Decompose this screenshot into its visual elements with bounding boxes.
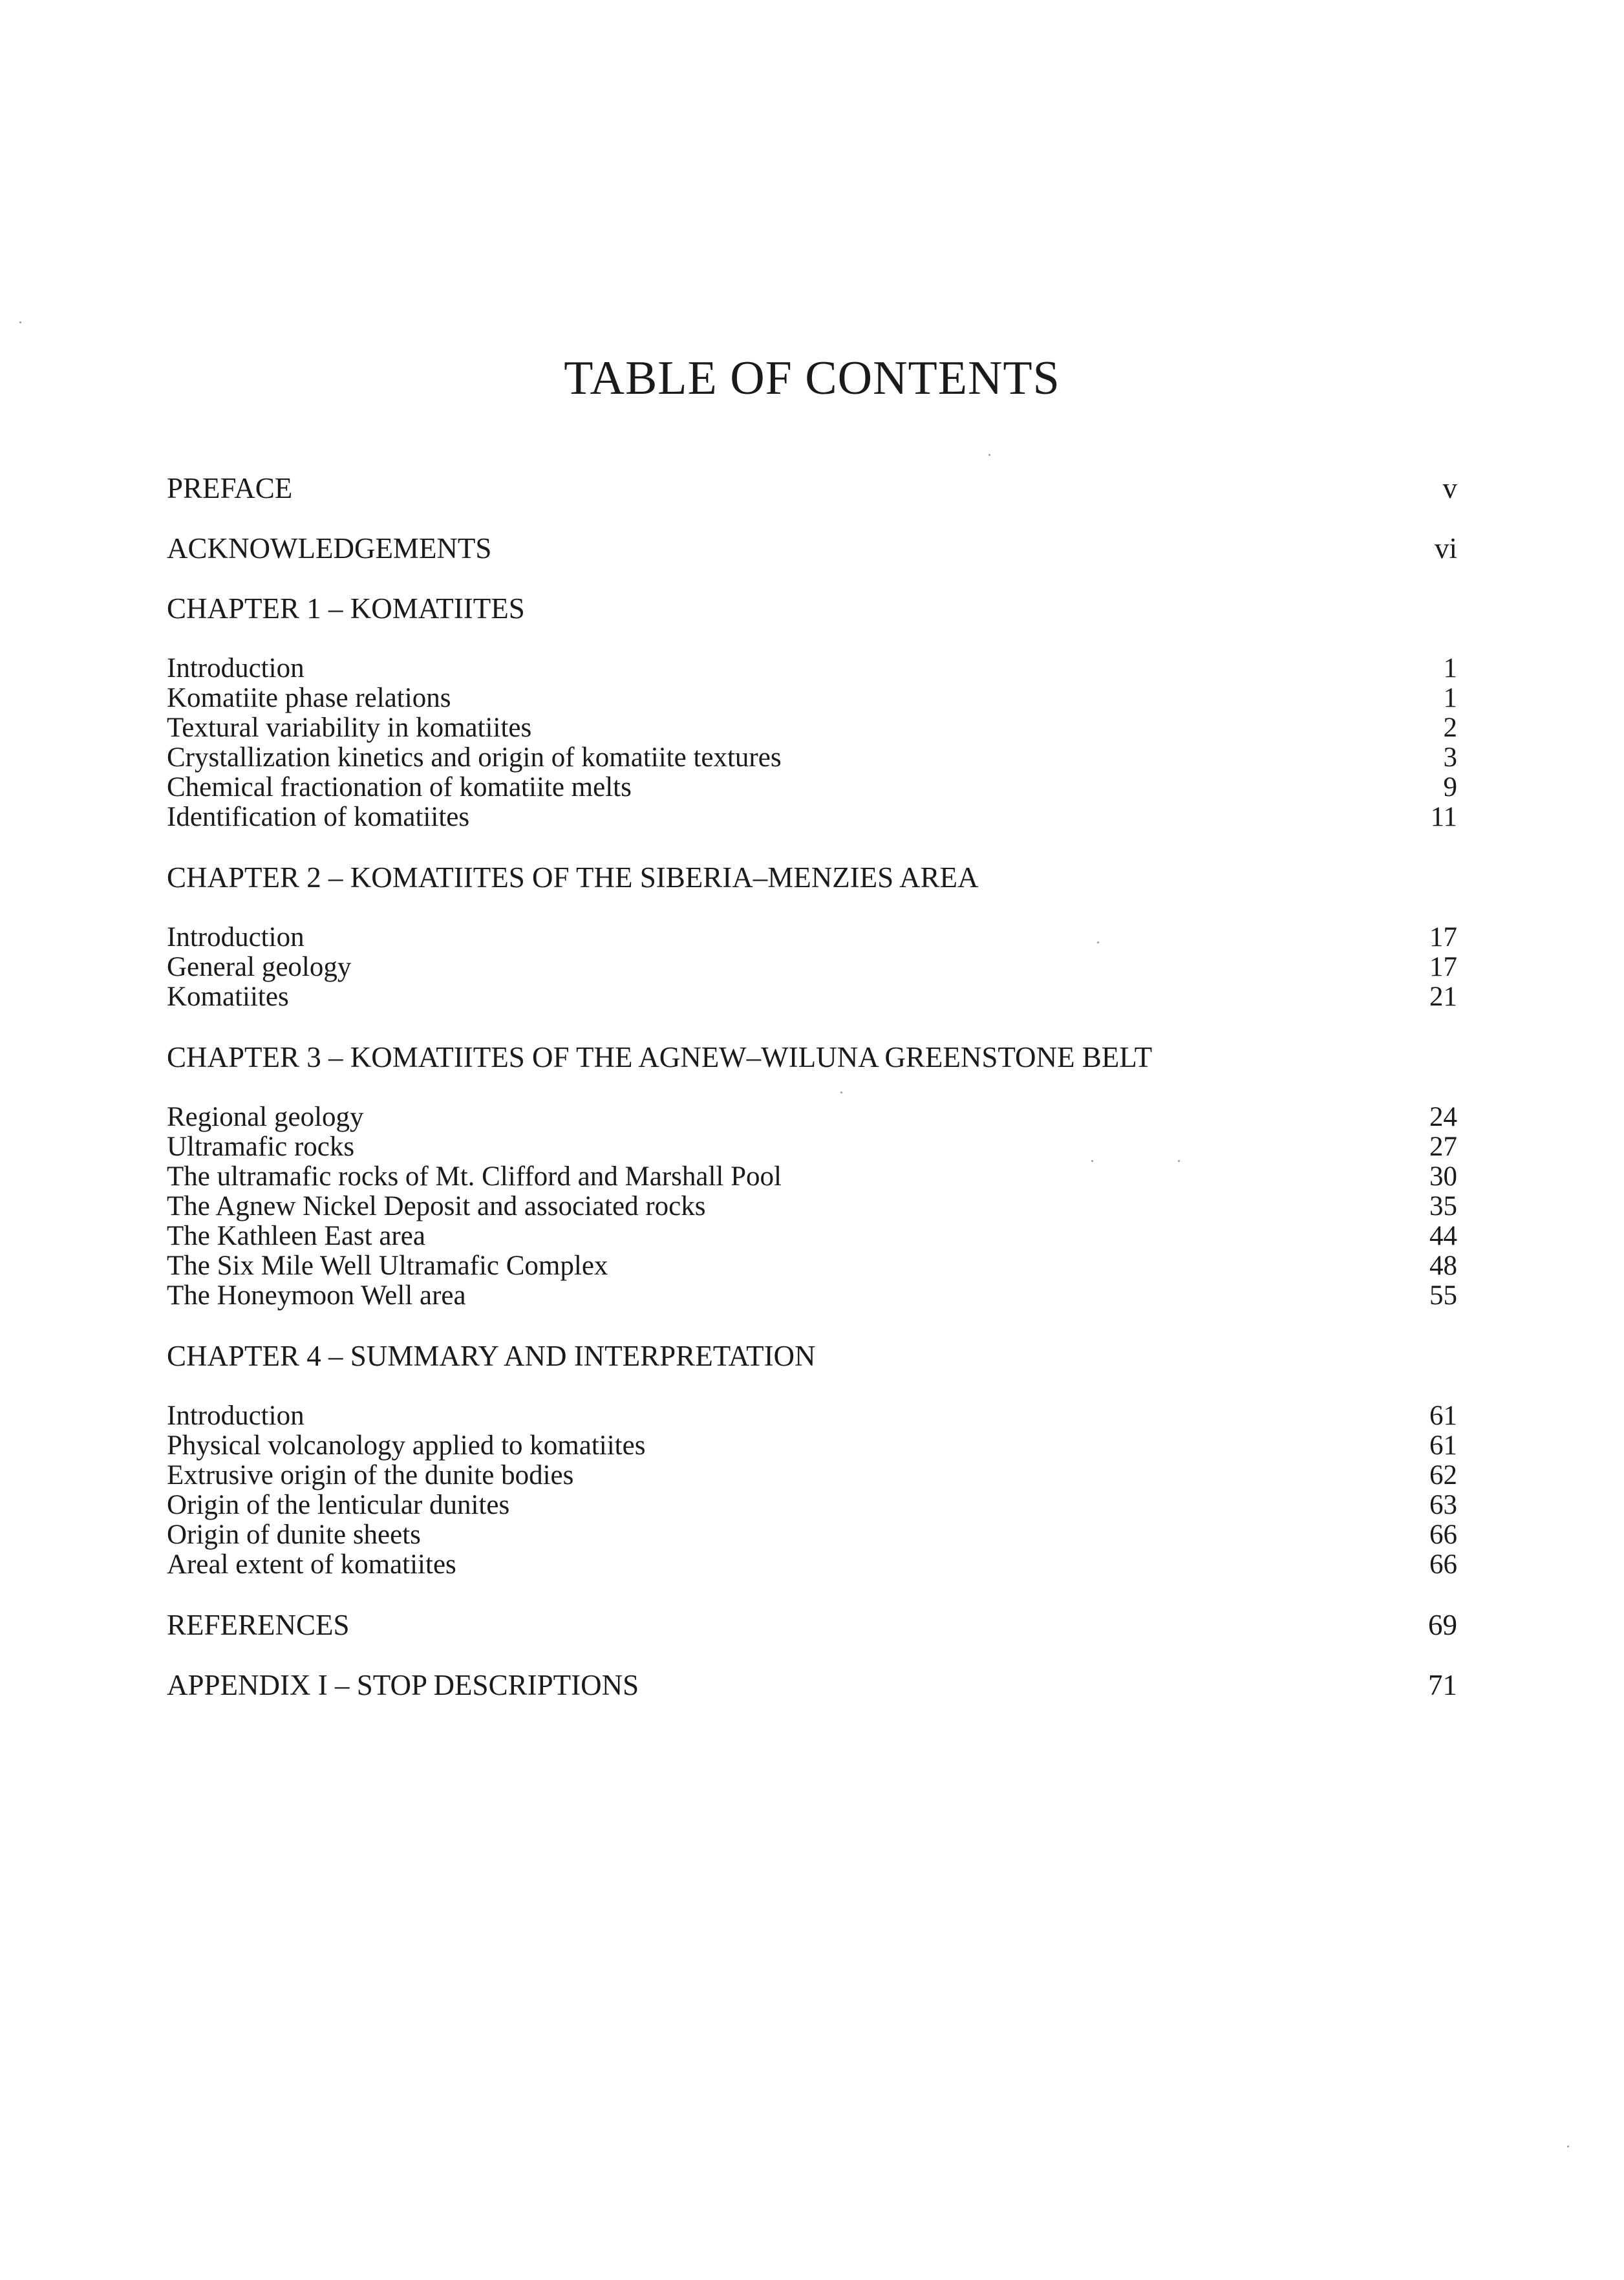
toc-entry-page: 61 [1429,1430,1457,1461]
chapter-3-sections [167,1102,1457,1311]
chapter-heading-4[interactable]: CHAPTER 4 – SUMMARY AND INTERPRETATION [167,1340,816,1372]
toc-entry[interactable] [167,713,1457,743]
toc-entry-label: Regional geology [167,1102,364,1132]
toc-entry[interactable] [167,1431,1457,1461]
toc-entry-label: Origin of the lenticular dunites [167,1490,510,1520]
toc-entry-label: Identification of komatiites [167,802,470,832]
toc-entry-page: 21 [1429,982,1457,1012]
chapter-4-sections [167,1401,1457,1580]
toc-entry-page: 44 [1429,1221,1457,1251]
scan-speck [1178,1160,1180,1162]
toc-entry[interactable] [167,773,1457,802]
toc-entry[interactable] [167,1401,1457,1431]
toc-entry-page: 48 [1429,1251,1457,1281]
toc-entry-page: 2 [1443,713,1457,743]
toc-entry-label: Chemical fractionation of komatiite melts [167,772,632,802]
toc-entry[interactable] [167,683,1457,713]
toc-entry[interactable] [167,1281,1457,1311]
toc-entry-page: 17 [1429,952,1457,982]
toc-entry[interactable] [167,1490,1457,1520]
toc-entry-preface[interactable] [167,473,1457,503]
toc-entry-page: v [1442,472,1457,504]
toc-entry-label: Crystallization kinetics and origin of komatiite textures [167,742,782,773]
toc-entry[interactable] [167,952,1457,982]
toc-entry-label: ACKNOWLEDGEMENTS [167,532,492,565]
toc-entry[interactable] [167,1192,1457,1221]
toc-entry-page: 35 [1429,1191,1457,1221]
toc-entry[interactable] [167,1221,1457,1251]
toc-entry[interactable] [167,982,1457,1012]
toc-entry[interactable] [167,654,1457,683]
toc-entry-label: REFERENCES [167,1609,350,1641]
chapter-1-sections [167,654,1457,832]
toc-entry-label: PREFACE [167,472,293,504]
toc-entry-page: 61 [1429,1401,1457,1431]
chapter-2-sections [167,923,1457,1012]
toc-entry-label: Areal extent of komatiites [167,1549,456,1580]
toc-entry-label: The Honeymoon Well area [167,1280,466,1311]
scan-speck [19,321,21,323]
scan-speck [1567,2146,1569,2147]
toc-entry[interactable] [167,923,1457,952]
toc-entry-label: Extrusive origin of the dunite bodies [167,1460,574,1490]
toc-entry-label: Introduction [167,922,304,952]
toc-entry[interactable] [167,1102,1457,1132]
toc-entry-page: 3 [1443,742,1457,773]
toc-entry-label: APPENDIX I – STOP DESCRIPTIONS [167,1669,639,1701]
toc-entry-page: 27 [1429,1132,1457,1162]
toc-entry-label: The Six Mile Well Ultramafic Complex [167,1251,608,1281]
scan-speck [1097,941,1099,943]
toc-entry-label: Introduction [167,1401,304,1431]
chapter-heading-2[interactable]: CHAPTER 2 – KOMATIITES OF THE SIBERIA–MENZIES AREA [167,861,979,894]
toc-entry-page: 1 [1443,653,1457,683]
toc-entry-page: 9 [1443,772,1457,802]
toc-entry-page: 55 [1429,1280,1457,1311]
toc-entry-label: The Agnew Nickel Deposit and associated rocks [167,1191,706,1221]
toc-entry-appendix[interactable] [167,1670,1457,1700]
toc-entry-label: Physical volcanology applied to komatiites [167,1430,646,1461]
toc-entry[interactable] [167,1132,1457,1162]
toc-entry-page: 69 [1428,1609,1457,1641]
scan-speck [1091,1160,1093,1162]
page-title: TABLE OF CONTENTS [564,352,1060,405]
chapter-heading-1[interactable]: CHAPTER 1 – KOMATIITES [167,592,525,625]
toc-entry-page: 11 [1430,802,1457,832]
toc-entry-page: 30 [1429,1161,1457,1192]
toc-entry-label: The Kathleen East area [167,1221,425,1251]
toc-entry[interactable] [167,1162,1457,1192]
toc-entry-label: The ultramafic rocks of Mt. Clifford and Marshall Pool [167,1161,782,1192]
toc-entry[interactable] [167,1251,1457,1281]
toc-entry-page: 66 [1429,1549,1457,1580]
toc-entry-label: General geology [167,952,352,982]
toc-entry-page: 24 [1429,1102,1457,1132]
toc-entry-label: Textural variability in komatiites [167,713,532,743]
toc-entry-page: vi [1434,532,1457,565]
toc-entry-acknowledgements[interactable] [167,533,1457,563]
toc-entry[interactable] [167,743,1457,773]
toc-entry-label: Komatiite phase relations [167,683,451,713]
toc-entry-label: Introduction [167,653,304,683]
toc-entry-label: Ultramafic rocks [167,1132,355,1162]
table-of-contents [167,473,1457,1730]
toc-entry-page: 66 [1429,1520,1457,1550]
toc-entry[interactable] [167,1520,1457,1550]
toc-entry-label: Origin of dunite sheets [167,1520,421,1550]
toc-entry-page: 63 [1429,1490,1457,1520]
toc-entry[interactable] [167,1461,1457,1490]
toc-entry[interactable] [167,1550,1457,1580]
toc-entry-page: 1 [1443,683,1457,713]
toc-entry-references[interactable] [167,1610,1457,1640]
toc-entry-page: 17 [1429,922,1457,952]
toc-entry[interactable] [167,802,1457,832]
toc-entry-page: 62 [1429,1460,1457,1490]
chapter-heading-3[interactable]: CHAPTER 3 – KOMATIITES OF THE AGNEW–WILUNA GREENSTONE BELT [167,1041,1153,1073]
toc-entry-label: Komatiites [167,982,289,1012]
scan-speck [840,1092,842,1093]
toc-entry-page: 71 [1428,1669,1457,1701]
scan-speck [988,454,990,456]
